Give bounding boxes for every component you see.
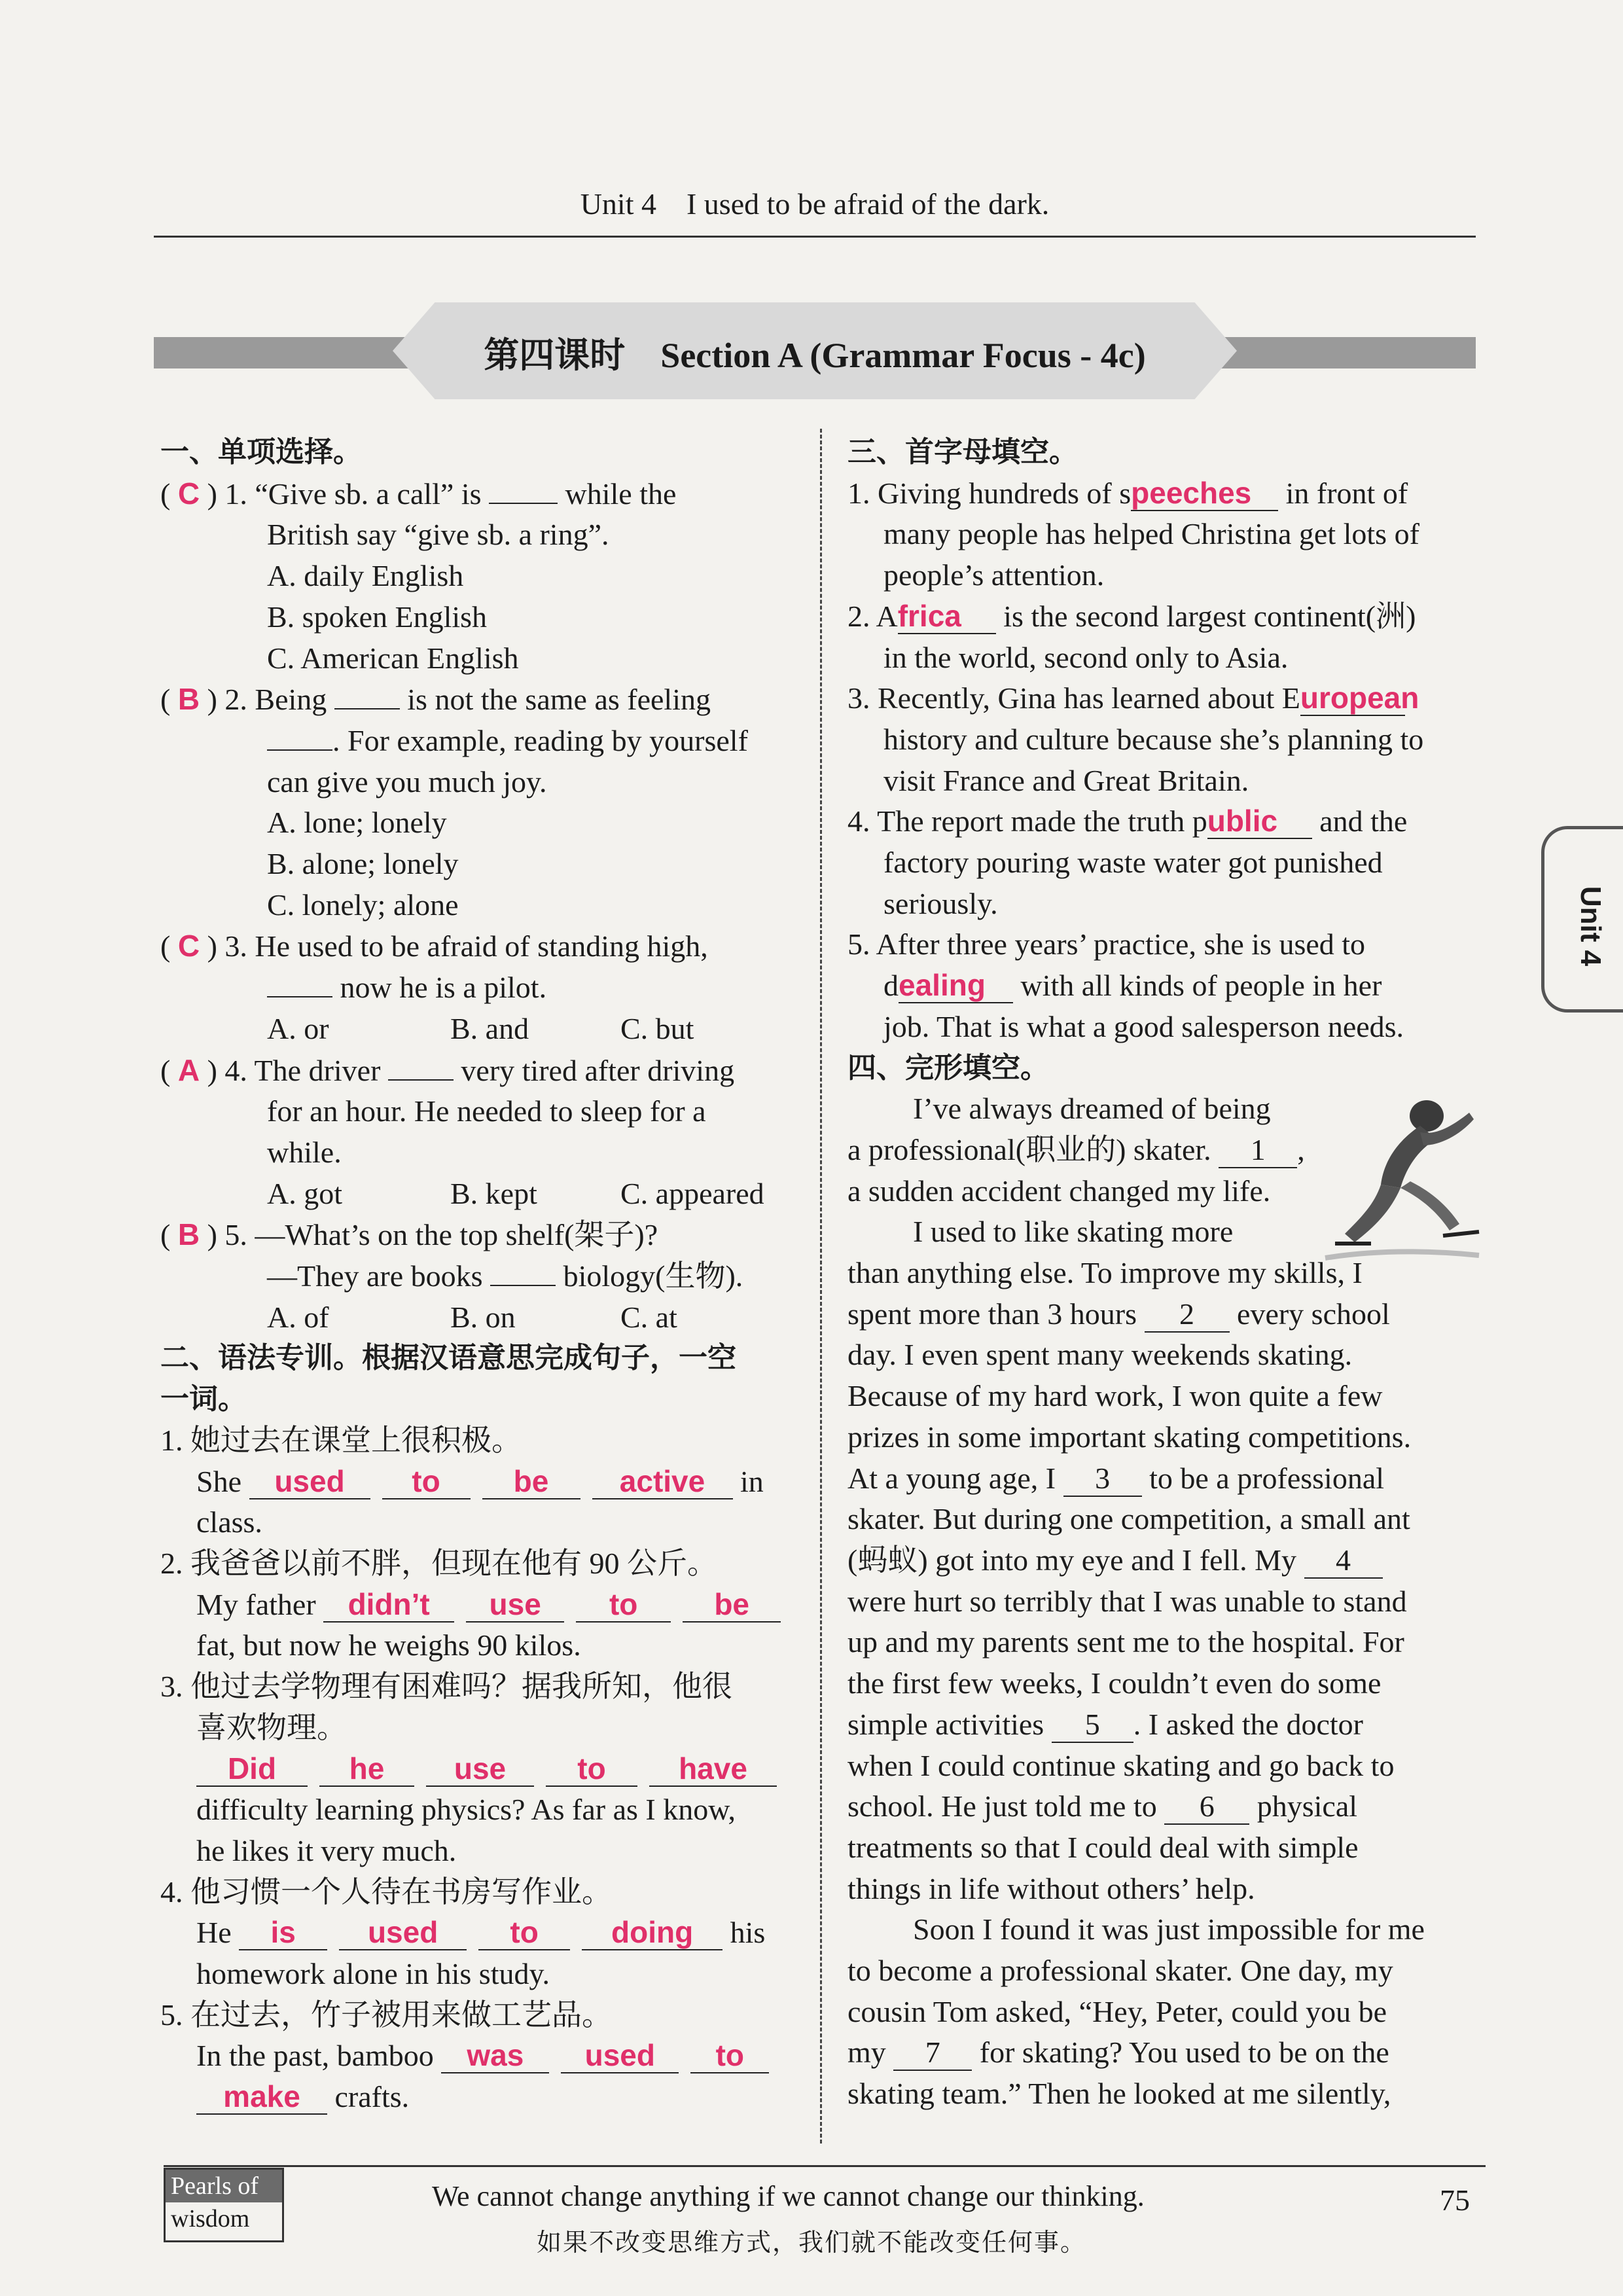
q4-stem: ) 4. The driver bbox=[207, 1053, 381, 1087]
q3-answer: C bbox=[177, 929, 200, 963]
i1-postfix: in front of bbox=[1285, 476, 1408, 510]
column-divider bbox=[820, 429, 822, 2144]
cloze-line: I’ve always dreamed of being bbox=[913, 1092, 1271, 1126]
header-rule bbox=[154, 236, 1476, 238]
s2-answer-2: use bbox=[466, 1587, 564, 1623]
pearls-label: Pearls of bbox=[166, 2170, 282, 2202]
cloze-line: the first few weeks, I couldn’t even do some bbox=[847, 1666, 1382, 1700]
q2-option-a: A. lone; lonely bbox=[267, 806, 447, 840]
q1-stem: ) 1. “Give sb. a call” is bbox=[207, 476, 482, 511]
cloze-line: prizes in some important skating competitions. bbox=[847, 1420, 1412, 1454]
s4-postfix: his bbox=[730, 1916, 766, 1950]
s1-postfix: in bbox=[740, 1464, 764, 1498]
s1-prefix: She bbox=[196, 1464, 241, 1498]
q4-answer: A bbox=[177, 1052, 200, 1087]
cloze-line: . I asked the doctor bbox=[1133, 1707, 1363, 1741]
s2-answer-3: to bbox=[576, 1587, 671, 1623]
cloze-line: Soon I found it was just impossible for me bbox=[913, 1912, 1425, 1946]
s1-answer-4: active bbox=[592, 1464, 733, 1499]
q2-stem: ) 2. Being bbox=[207, 683, 327, 717]
cloze-line: skating team.” Then he looked at me silently, bbox=[847, 2077, 1391, 2111]
cloze-line: school. He just told me to bbox=[847, 1789, 1157, 1823]
part3-heading: 三、首字母填空。 bbox=[847, 435, 1078, 469]
cloze-blank-2: 2 bbox=[1145, 1297, 1230, 1333]
cloze-blank-7: 7 bbox=[893, 2036, 972, 2071]
q4-stem-line2: for an hour. He needed to sleep for a bbox=[267, 1094, 706, 1128]
cloze-line: to become a professional skater. One day, my bbox=[847, 1954, 1393, 1988]
speed-skater-illustration bbox=[1322, 1086, 1482, 1266]
q2-option-b: B. alone; lonely bbox=[267, 847, 459, 881]
q3-stem-line2: now he is a pilot. bbox=[340, 971, 547, 1005]
cloze-line: for skating? You used to be on the bbox=[979, 2036, 1389, 2070]
q4-option-a: A. got bbox=[267, 1176, 342, 1210]
cloze-line: skater. But during one competition, a small ant bbox=[847, 1502, 1410, 1536]
s4-chinese: 4. 他习惯一个人待在书房写作业。 bbox=[160, 1874, 612, 1909]
question-5: ( B ) 5. —What’s on the top shelf(架子)? —They are books biology(生物). A. of B. on C. at bbox=[160, 1214, 789, 1338]
cloze-blank-1: 1 bbox=[1219, 1133, 1297, 1168]
i4-line3: seriously. bbox=[883, 886, 998, 920]
s2-chinese: 2. 我爸爸以前不胖，但现在他有 90 公斤。 bbox=[160, 1546, 717, 1580]
s5-answer-4: make bbox=[196, 2079, 327, 2115]
item-5 bbox=[847, 924, 1489, 1047]
q1-stem-cont: while the bbox=[565, 476, 677, 511]
s1-chinese: 1. 她过去在课堂上很积极。 bbox=[160, 1423, 522, 1457]
q5-blank bbox=[490, 1285, 556, 1286]
cloze-line: (蚂蚁) got into my eye and I fell. My bbox=[847, 1543, 1297, 1577]
i5-postfix: with all kinds of people in her bbox=[1020, 969, 1382, 1003]
q1-option-a: A. daily English bbox=[267, 559, 464, 593]
cloze-blank-3: 3 bbox=[1063, 1462, 1142, 1497]
cloze-line: At a young age, I bbox=[847, 1461, 1056, 1495]
q5-option-a: A. of bbox=[267, 1300, 329, 1334]
cloze-line: a professional(职业的) skater. bbox=[847, 1132, 1211, 1166]
s5-prefix: In the past, bamboo bbox=[196, 2039, 434, 2073]
s1-tail: class. bbox=[196, 1505, 262, 1539]
cloze-line: Because of my hard work, I won quite a few bbox=[847, 1379, 1383, 1413]
s2-answer-4: be bbox=[683, 1587, 781, 1623]
cloze-line: physical bbox=[1257, 1789, 1358, 1823]
unit-header: Unit 4 I used to be afraid of the dark. bbox=[580, 187, 1050, 221]
part2-heading: 二、语法专训。根据汉语意思完成句子，一空 bbox=[160, 1341, 736, 1375]
s3-chinese: 3. 他过去学物理有困难吗？据我所知，他很 bbox=[160, 1670, 732, 1704]
cloze-line: a sudden accident changed my life. bbox=[847, 1174, 1271, 1208]
i3-prefix: 3. Recently, Gina has learned about E bbox=[847, 681, 1300, 715]
i1-prefix: 1. Giving hundreds of s bbox=[847, 476, 1132, 510]
cloze-blank-6: 6 bbox=[1164, 1789, 1249, 1825]
q5-answer: B bbox=[177, 1217, 200, 1252]
cloze-line: things in life without others’ help. bbox=[847, 1871, 1255, 1905]
s4-answer-2: used bbox=[339, 1915, 467, 1950]
sentence-5 bbox=[160, 1995, 789, 2118]
s4-tail: homework alone in his study. bbox=[196, 1957, 550, 1991]
q3-blank bbox=[267, 996, 332, 997]
q2-stem-line3: can give you much joy. bbox=[267, 764, 547, 798]
cloze-line: treatments so that I could deal with simple bbox=[847, 1830, 1359, 1864]
cloze-line: to be a professional bbox=[1149, 1461, 1385, 1495]
q4-blank bbox=[388, 1079, 454, 1081]
i4-postfix: and the bbox=[1319, 804, 1408, 838]
q5-option-b: B. on bbox=[450, 1300, 516, 1334]
s3-chinese-cont: 喜欢物理。 bbox=[196, 1710, 347, 1744]
cloze-blank-4: 4 bbox=[1304, 1543, 1383, 1579]
cloze-line: I used to like skating more bbox=[913, 1215, 1234, 1249]
i3-line2: history and culture because she’s planning to bbox=[883, 722, 1424, 756]
question-4: ( A ) 4. The driver very tired after driving for an hour. He needed to sleep for a while. A. got B. kept C. appeared bbox=[160, 1050, 789, 1215]
q2-answer: B bbox=[177, 682, 200, 717]
i2-answer: frica bbox=[898, 599, 996, 634]
cloze-line: were hurt so terribly that I was unable to stand bbox=[847, 1584, 1407, 1618]
cloze-line: my bbox=[847, 2036, 886, 2070]
i2-prefix: 2. A bbox=[847, 599, 898, 633]
wisdom-label: wisdom bbox=[171, 2205, 250, 2233]
s3-answer-3: use bbox=[426, 1751, 534, 1787]
q3-option-a: A. or bbox=[267, 1011, 329, 1045]
i4-prefix: 4. The report made the truth p bbox=[847, 804, 1207, 838]
banner-bar-left bbox=[154, 337, 429, 368]
cloze-line: spent more than 3 hours bbox=[847, 1297, 1137, 1331]
q5-stem: ) 5. —What’s on the top shelf(架子)? bbox=[207, 1218, 658, 1252]
i2-line2: in the world, second only to Asia. bbox=[883, 640, 1289, 674]
s5-answer-1: was bbox=[441, 2038, 549, 2073]
q3-option-c: C. but bbox=[620, 1011, 694, 1045]
i4-answer: ublic bbox=[1207, 804, 1312, 839]
sentence-3 bbox=[160, 1666, 789, 1872]
i5-line1: 5. After three years’ practice, she is used to bbox=[847, 927, 1366, 961]
s2-tail: fat, but now he weighs 90 kilos. bbox=[196, 1628, 581, 1662]
sentence-4 bbox=[160, 1872, 789, 1995]
i4-line2: factory pouring waste water got punished bbox=[883, 846, 1383, 880]
i3-line3: visit France and Great Britain. bbox=[883, 763, 1249, 797]
cloze-line: simple activities bbox=[847, 1707, 1044, 1741]
question-2: ( B ) 2. Being is not the same as feeling . For example, reading by yourself can give you much joy. A. lone; lonely B. alone; lonely C. lonely; alone bbox=[160, 679, 789, 925]
q1-option-c: C. American English bbox=[267, 641, 519, 675]
s5-chinese: 5. 在过去，竹子被用来做工艺品。 bbox=[160, 1998, 612, 2032]
sentence-1 bbox=[160, 1420, 789, 1543]
s5-tail: crafts. bbox=[334, 2080, 410, 2114]
s4-prefix: He bbox=[196, 1916, 232, 1950]
page-number: 75 bbox=[1440, 2183, 1470, 2217]
i2-postfix: is the second largest continent(洲) bbox=[1003, 599, 1416, 633]
unit-side-tab-label: Unit 4 bbox=[1575, 886, 1607, 967]
s4-answer-1: is bbox=[239, 1915, 327, 1950]
left-column bbox=[160, 432, 789, 2118]
quote-english: We cannot change anything if we cannot change our thinking. bbox=[432, 2180, 1145, 2212]
s1-answer-2: to bbox=[382, 1464, 471, 1499]
banner-bar-right bbox=[1198, 337, 1476, 368]
cloze-line: up and my parents sent me to the hospital. For bbox=[847, 1625, 1404, 1659]
s4-answer-4: doing bbox=[582, 1915, 722, 1950]
q3-stem: ) 3. He used to be afraid of standing high, bbox=[207, 929, 708, 963]
i1-answer: peeches bbox=[1131, 476, 1278, 511]
q4-stem-cont: very tired after driving bbox=[461, 1053, 735, 1087]
s2-prefix: My father bbox=[196, 1587, 316, 1621]
q3-option-b: B. and bbox=[450, 1011, 529, 1045]
s3-answer-1: Did bbox=[196, 1751, 308, 1787]
q4-stem-line3: while. bbox=[267, 1135, 342, 1169]
q5-option-c: C. at bbox=[620, 1300, 677, 1334]
sentence-2 bbox=[160, 1543, 789, 1666]
cloze-blank-5: 5 bbox=[1052, 1708, 1133, 1743]
pearls-of-wisdom-box bbox=[164, 2168, 284, 2242]
i3-answer: uropean bbox=[1300, 681, 1419, 715]
q2-stem-line2: . For example, reading by yourself bbox=[332, 723, 748, 757]
q1-option-b: B. spoken English bbox=[267, 600, 488, 634]
i1-line3: people’s attention. bbox=[883, 558, 1105, 592]
s3-tail-cont: he likes it very much. bbox=[196, 1833, 457, 1867]
cloze-line: when I could continue skating and go back to bbox=[847, 1748, 1395, 1782]
quote-chinese: 如果不改变思维方式，我们就不能改变任何事。 bbox=[537, 2229, 1087, 2257]
s1-answer-1: used bbox=[249, 1464, 370, 1499]
right-column bbox=[847, 432, 1489, 2115]
q4-option-b: B. kept bbox=[450, 1176, 537, 1210]
q1-answer: C bbox=[177, 476, 200, 511]
s3-answer-4: to bbox=[546, 1751, 637, 1787]
part4-heading: 四、完形填空。 bbox=[847, 1050, 1049, 1085]
s2-answer-1: didn’t bbox=[323, 1587, 454, 1623]
lesson-title: 第四课时 Section A (Grammar Focus - 4c) bbox=[484, 336, 1146, 375]
cloze-line: day. I even spent many weekends skating. bbox=[847, 1338, 1353, 1372]
i5-answer: ealing bbox=[899, 968, 1013, 1003]
s5-answer-2: used bbox=[561, 2038, 679, 2073]
q5-stem-line2: —They are books bbox=[267, 1259, 483, 1293]
cloze-line: cousin Tom asked, “Hey, Peter, could you be bbox=[847, 1994, 1387, 2028]
i1-line2: many people has helped Christina get lots of bbox=[883, 517, 1419, 551]
q2-stem-cont: is not the same as feeling bbox=[407, 683, 711, 717]
q2-blank-2 bbox=[267, 749, 332, 751]
q2-option-c: C. lonely; alone bbox=[267, 888, 459, 922]
item-3 bbox=[847, 678, 1489, 801]
item-2 bbox=[847, 596, 1489, 678]
s4-answer-3: to bbox=[478, 1915, 570, 1950]
cloze-line: than anything else. To improve my skills, I bbox=[847, 1256, 1363, 1290]
i5-prefix: d bbox=[883, 969, 899, 1003]
footer-rule bbox=[164, 2165, 1486, 2167]
part2-heading-cont: 一词。 bbox=[160, 1382, 247, 1416]
cloze-line: every school bbox=[1237, 1297, 1390, 1331]
s5-answer-3: to bbox=[690, 2038, 769, 2073]
s3-answer-2: he bbox=[319, 1751, 414, 1787]
question-3: ( C ) 3. He used to be afraid of standing high, now he is a pilot. A. or B. and C. but bbox=[160, 925, 789, 1049]
q4-option-c: C. appeared bbox=[620, 1176, 764, 1210]
s1-answer-3: be bbox=[482, 1464, 580, 1499]
question-1: ( C ) 1. “Give sb. a call” is while the British say “give sb. a ring”. A. daily English B. spoken English C. American English bbox=[160, 473, 789, 679]
s3-tail: difficulty learning physics? As far as I know, bbox=[196, 1793, 736, 1827]
item-1 bbox=[847, 473, 1489, 596]
item-4 bbox=[847, 801, 1489, 924]
part1-heading: 一、单项选择。 bbox=[160, 435, 362, 469]
s3-answer-5: have bbox=[649, 1751, 777, 1787]
cloze-passage: I’ve always dreamed of being a professional(职业的) skater. 1 , a sudden accident changed my life. I used to like skating more than anything else. To improve my skills, I spent more than 3 hours 2 every school day. I even spent many weekends skating. Because of my hard work, I won quite a few prizes in some important skating competitions. At a young age, I 3 to be a professional skater. But during one competition, a small ant (蚂蚁) got into my eye and I fell. My 4 were hurt so terribly that I was unable to stand up and my parents sent me to the hospital. For the first few weeks, I couldn’t even do some simple activities 5 . I asked the doctor when I could continue skating and go back to school. He just told me to 6 physical treatments so that I could deal with simple things in life without others’ help. Soon I found it was just impossible for me to become a professional skater. One day, my cousin Tom asked, “Hey, Peter, could you be my 7 for skating? You used to be on the skating team.” Then he looked at me silently, bbox=[847, 1088, 1489, 2115]
q2-blank-1 bbox=[334, 708, 400, 709]
i5-line3: job. That is what a good salesperson needs. bbox=[883, 1009, 1404, 1043]
q1-blank bbox=[489, 503, 558, 504]
q5-stem-line2-cont: biology(生物). bbox=[563, 1259, 743, 1293]
q1-stem-line2: British say “give sb. a ring”. bbox=[267, 518, 609, 552]
